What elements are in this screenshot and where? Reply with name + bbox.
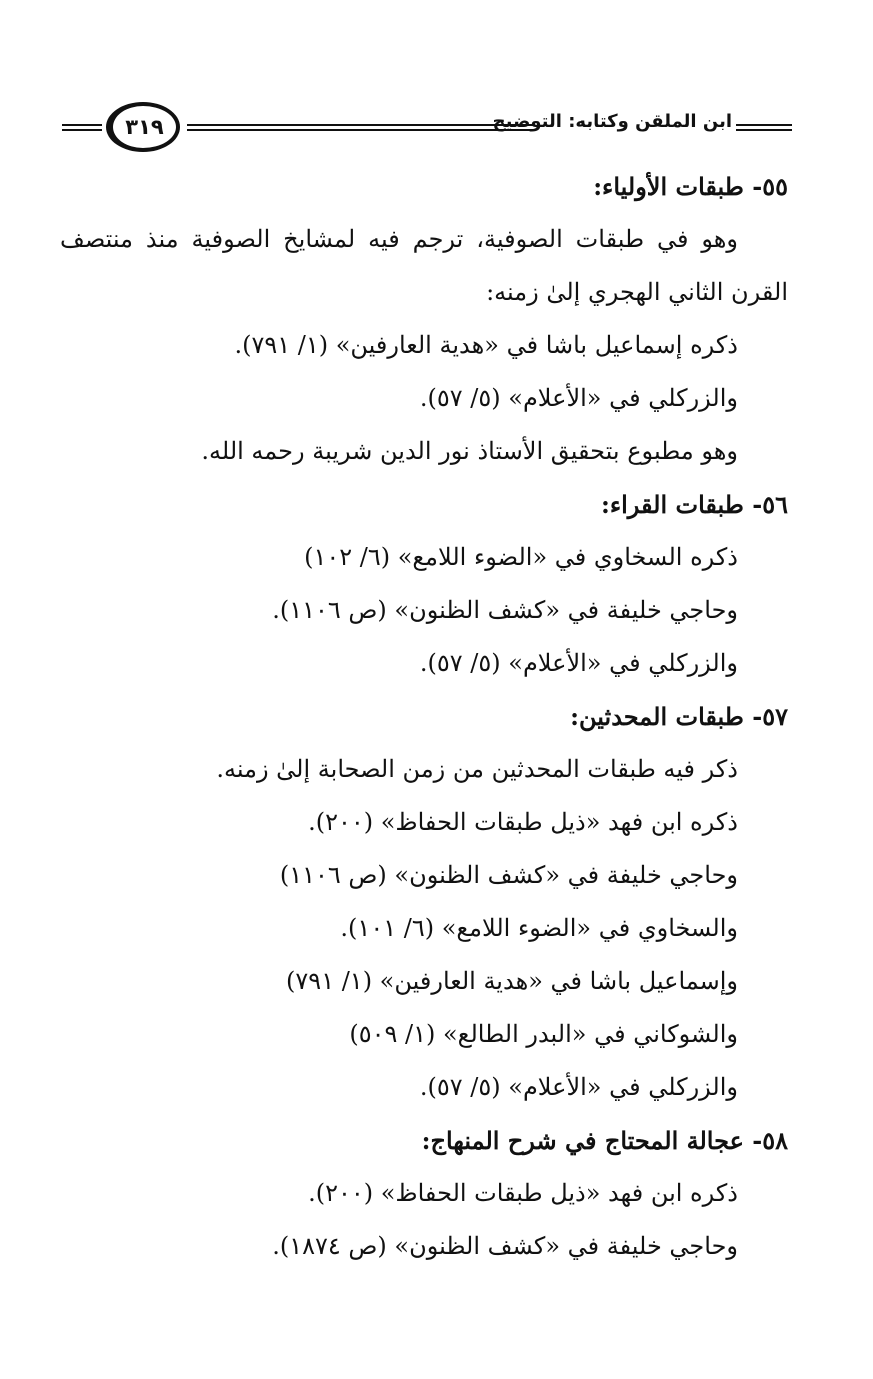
reference-line: والسخاوي في «الضوء اللامع» (٦/ ١٠١). (340, 914, 738, 942)
page-body (60, 160, 790, 1273)
reference-line: ذكره ابن فهد «ذيل طبقات الحفاظ» (٢٠٠). (308, 1179, 738, 1207)
reference-line: ذكره السخاوي في «الضوء اللامع» (٦/ ١٠٢) (304, 543, 738, 571)
reference-line: ذكره ابن فهد «ذيل طبقات الحفاظ» (٢٠٠). (308, 808, 738, 836)
reference-line: والزركلي في «الأعلام» (٥/ ٥٧). (419, 384, 738, 412)
reference-line: والشوكاني في «البدر الطالع» (١/ ٥٠٩) (349, 1020, 738, 1048)
entry-heading: ٥٦- طبقات القراء: (600, 490, 788, 519)
reference-line: وحاجي خليفة في «كشف الظنون» (ص ١٨٧٤). (272, 1232, 738, 1260)
reference-line: وحاجي خليفة في «كشف الظنون» (ص ١١٠٦) (279, 861, 738, 889)
entry-heading: ٥٧- طبقات المحدثين: (570, 702, 788, 731)
reference-line: وإسماعيل باشا في «هدية العارفين» (١/ ٧٩١) (286, 967, 738, 995)
running-header (62, 100, 792, 160)
reference-line: ذكره إسماعيل باشا في «هدية العارفين» (١/ ٧٩١). (234, 331, 738, 359)
header-rule-right (736, 124, 792, 131)
body-line: القرن الثاني الهجري إلىٰ زمنه: (486, 278, 788, 306)
header-rule-left (62, 124, 102, 131)
running-title: ابن الملقن وكتابه: التوضيح (492, 111, 732, 132)
body-line: وهو في طبقات الصوفية، ترجم فيه لمشايخ الصوفية منذ منتصف (60, 225, 738, 253)
entry-heading: ٥٥- طبقات الأولياء: (593, 172, 788, 201)
reference-line: والزركلي في «الأعلام» (٥/ ٥٧). (419, 1073, 738, 1101)
reference-line: وحاجي خليفة في «كشف الظنون» (ص ١١٠٦). (272, 596, 738, 624)
body-line: وهو مطبوع بتحقيق الأستاذ نور الدين شريبة رحمه الله. (201, 437, 738, 465)
page-number-badge (106, 102, 180, 152)
reference-line: والزركلي في «الأعلام» (٥/ ٥٧). (419, 649, 738, 677)
header-rule-middle (187, 124, 533, 131)
entry-heading: ٥٨- عجالة المحتاج في شرح المنهاج: (421, 1126, 788, 1155)
body-line: ذكر فيه طبقات المحدثين من زمن الصحابة إلىٰ زمنه. (216, 755, 738, 783)
page-number: ٣١٩ (125, 115, 164, 139)
